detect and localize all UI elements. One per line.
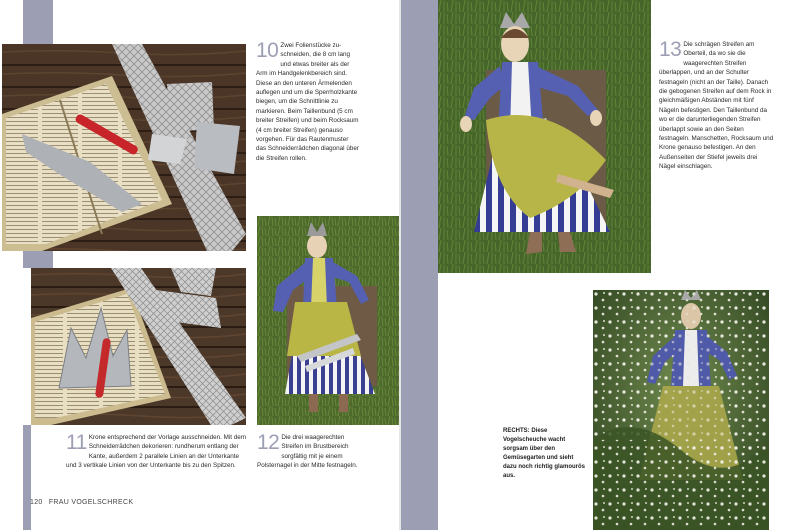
- step-12: [257, 433, 367, 471]
- step-10-text: Zwei Folienstücke zuschneiden, die 8 cm lang und etwas breiter als der Arm im Handgelenkbereich sind. Diese an den unteren Ärmelenden auflegen und um die Sperrholzkante biegen, um die Schnittlinie zu markieren. Beim Taillenbund (5 cm breiter Streifen) und beim Rocksaum (4 cm breiter Streifen) genauso vorgehen. Für das Rautenmuster das Schneiderrädchen diagonal über die Streifen rollen.: [256, 42, 359, 162]
- photo-scarecrow-in-garden: [593, 290, 769, 530]
- step-13-number: 13: [659, 38, 682, 61]
- photo-caption: [503, 427, 587, 481]
- photo-scarecrow-strips-nailed: [257, 216, 400, 425]
- accent-stripe-left-top: [23, 0, 53, 44]
- step-12-text: Die drei waagerechten Streifen im Brustbereich sorgfältig mit je einem Polsternagel in der Mitte festnageln.: [257, 434, 358, 470]
- step-10-number: 10: [256, 39, 279, 62]
- accent-stripe-left-mid: [23, 251, 53, 268]
- step-11-text: Krone entsprechend der Vorlage ausschneiden. Mit dem Schneiderrädchen dekorieren: rundherum entlang der Kante, außerdem 2 parallele Linien an der Unterkante und 3 vertikale Linien von der Unterkante bis zu den Spitzen.: [66, 434, 246, 470]
- step-10: [256, 41, 360, 163]
- photo-crown-cutout-on-book: [31, 268, 246, 425]
- photo-foil-strips-on-book: [2, 44, 246, 251]
- photo-scarecrow-finished-on-grass: [438, 0, 651, 273]
- step-13: [659, 40, 775, 172]
- step-12-number: 12: [257, 431, 280, 454]
- caption-text: Diese Vogelscheuche wacht sorgsam über den Gemüsegarten und sieht dazu noch richtig glamourös aus.: [503, 428, 586, 479]
- step-11-number: 11: [66, 431, 87, 454]
- accent-stripe-right: [401, 0, 438, 530]
- page-footer: [30, 499, 133, 506]
- step-11: [66, 433, 246, 471]
- caption-lead: RECHTS:: [503, 428, 530, 434]
- step-13-text: Die schrägen Streifen am Oberteil, da wo sie die waagerechten Streifen überlappen, und an der Schulter festnageln (nicht an der Taille). Danach die gebogenen Streifen auf dem Rock in gleichmäßigen Abständen mit fünf Nägeln befestigen. Den Taillenbund da wo er die darunterliegenden Streifen überlappt sowie an den Seiten festnageln. Manschetten, Rocksaum und Krone genauso befestigen. An den Außenseiten der Stiefel jeweils drei Nägel einschlagen.: [659, 41, 774, 171]
- accent-stripe-left-bottom: [23, 425, 31, 530]
- page-number: 120: [30, 499, 43, 506]
- section-title: FRAU VOGELSCHRECK: [48, 499, 134, 506]
